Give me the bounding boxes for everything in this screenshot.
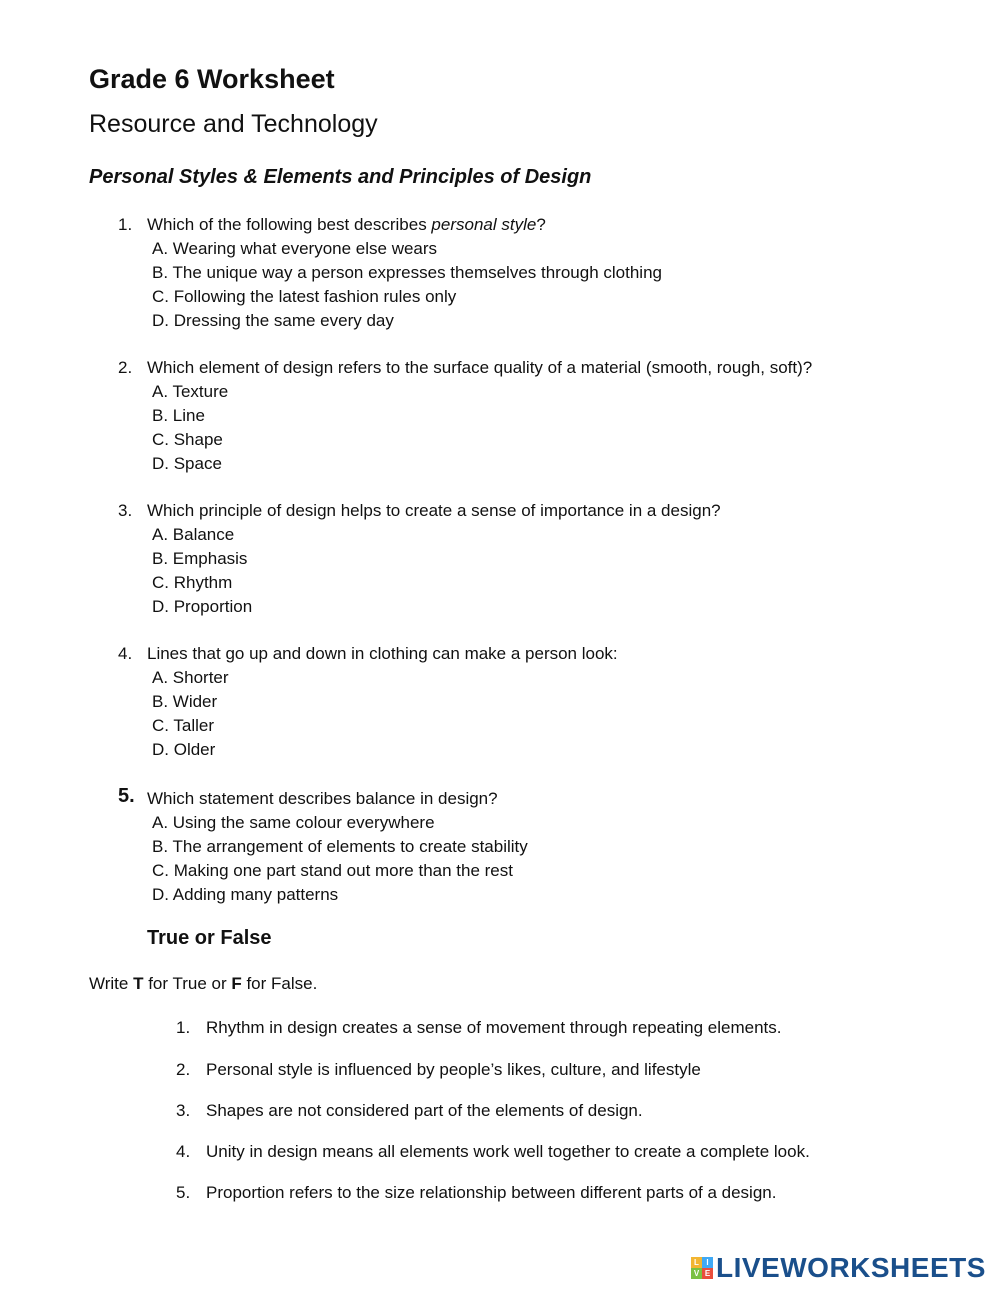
statement-number: 2. — [176, 1060, 191, 1079]
statement-number: 4. — [176, 1142, 191, 1161]
option-4b: B. Wider — [152, 692, 218, 711]
page-title: Grade 6 Worksheet — [89, 64, 335, 94]
tf-statement-3 — [176, 1101, 936, 1123]
statement-number: 5. — [176, 1183, 191, 1202]
option-1a: A. Wearing what everyone else wears — [152, 239, 438, 258]
true-false-heading: True or False — [147, 927, 272, 949]
option-5a: A. Using the same colour everywhere — [152, 813, 435, 832]
question-text: Lines that go up and down in clothing can make a person look: — [147, 644, 618, 663]
question-number: 3. — [118, 501, 133, 520]
question-1 — [118, 215, 918, 237]
option-1b: B. The unique way a person expresses themselves through clothing — [152, 263, 662, 282]
option-3a: A. Balance — [152, 525, 235, 544]
statement-text: Shapes are not considered part of the elements of design. — [206, 1101, 643, 1120]
true-false-instruction: Write T for True or F for False. — [89, 974, 318, 993]
statement-text: Proportion refers to the size relationship between different parts of a design. — [206, 1183, 777, 1202]
option-1d: D. Dressing the same every day — [152, 311, 394, 330]
question-text: Which element of design refers to the surface quality of a material (smooth, rough, soft)? — [147, 358, 813, 377]
option-5b: B. The arrangement of elements to create stability — [152, 837, 528, 856]
option-5d: D. Adding many patterns — [152, 885, 339, 904]
option-3c: C. Rhythm — [152, 573, 233, 592]
question-text: Which statement describes balance in design? — [147, 789, 498, 808]
page-subtitle: Resource and Technology — [89, 110, 378, 138]
question-number: 2. — [118, 358, 133, 377]
question-3 — [118, 501, 918, 523]
statement-number: 1. — [176, 1018, 191, 1037]
statement-number: 3. — [176, 1101, 191, 1120]
option-4c: C. Taller — [152, 716, 215, 735]
tf-statement-2 — [176, 1060, 936, 1082]
statement-text: Personal style is influenced by people’s likes, culture, and lifestyle — [206, 1060, 701, 1079]
option-4a: A. Shorter — [152, 668, 229, 687]
question-text: Which of the following best describes personal style? — [147, 215, 546, 234]
option-4d: D. Older — [152, 740, 216, 759]
question-number: 5. — [118, 785, 135, 807]
question-number: 4. — [118, 644, 133, 663]
question-4 — [118, 644, 918, 666]
option-2a: A. Texture — [152, 382, 229, 401]
question-2 — [118, 358, 918, 380]
option-2b: B. Line — [152, 406, 205, 425]
question-5 — [118, 785, 918, 813]
option-1c: C. Following the latest fashion rules only — [152, 287, 457, 306]
tf-statement-1 — [176, 1018, 936, 1040]
question-text: Which principle of design helps to create a sense of importance in a design? — [147, 501, 721, 520]
option-2d: D. Space — [152, 454, 222, 473]
tf-statement-5 — [176, 1183, 936, 1205]
liveworksheets-logo — [691, 1253, 986, 1283]
option-3b: B. Emphasis — [152, 549, 248, 568]
tf-statement-4 — [176, 1142, 936, 1164]
logo-text: LIVEWORKSHEETS — [716, 1252, 986, 1283]
statement-text: Rhythm in design creates a sense of movement through repeating elements. — [206, 1018, 782, 1037]
option-2c: C. Shape — [152, 430, 223, 449]
option-3d: D. Proportion — [152, 597, 253, 616]
question-number: 1. — [118, 215, 133, 234]
section-heading: Personal Styles & Elements and Principles of Design — [89, 166, 592, 188]
question-emphasis: personal style — [431, 215, 537, 234]
statement-text: Unity in design means all elements work well together to create a complete look. — [206, 1142, 810, 1161]
logo-mark-icon: L I V E — [691, 1257, 713, 1279]
option-5c: C. Making one part stand out more than the rest — [152, 861, 513, 880]
